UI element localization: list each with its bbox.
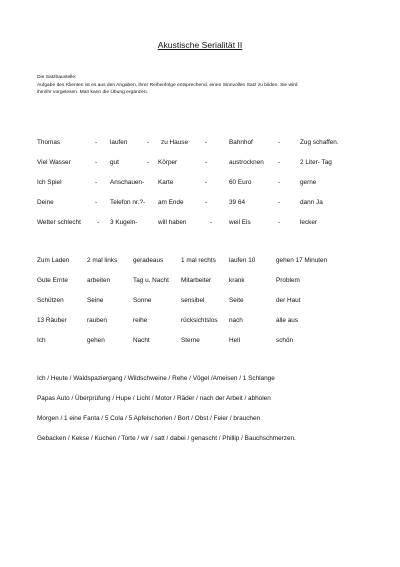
word: Sterne — [181, 337, 200, 344]
word: Gute Ernte — [37, 277, 68, 284]
slash-line: Morgen / 1 eine Fanta / 5 Cola / 5 Apfelschorlen / Bort / Obst / Feier / brauchen — [37, 415, 261, 422]
word: Ich — [37, 337, 46, 344]
word: Karte — [158, 179, 174, 186]
separator: - — [205, 159, 208, 166]
word: krank — [229, 277, 245, 284]
separator: - — [95, 199, 98, 206]
word: 1 mal rechts — [181, 257, 216, 264]
separator: - — [278, 199, 281, 206]
word: gehen 17 Minuten — [276, 257, 328, 264]
document-title: Akustische Serialität II — [157, 40, 243, 50]
word: Nacht — [133, 337, 150, 344]
word: Problem — [276, 277, 300, 284]
word: 2 mal links — [87, 257, 118, 264]
word: Sonne — [133, 297, 152, 304]
word: schön — [276, 337, 294, 344]
slash-line: Papas Auto / Überprüfung / Hupe / Licht / Motor / Räder / nach der Arbeit / abholen — [37, 395, 271, 402]
word: Telefon nr.?- — [110, 199, 146, 206]
word: dann Ja — [300, 199, 323, 206]
separator: - — [278, 219, 281, 226]
word: am Ende — [158, 199, 184, 206]
separator: - — [95, 179, 98, 186]
word: Deine — [37, 199, 54, 206]
word: Körper — [158, 159, 178, 166]
instructions-line: Die Satzbaustelle: — [37, 75, 77, 80]
separator: - — [278, 139, 281, 146]
word: 39 64 — [229, 199, 245, 206]
word: Zum Laden — [37, 257, 70, 264]
word: Hell — [229, 337, 241, 344]
word: reihe — [133, 317, 148, 324]
word: Seine — [87, 297, 104, 304]
word: weil Eis — [229, 219, 251, 226]
word: Tag u. Nacht — [133, 277, 169, 284]
word: Bahnhof — [229, 139, 253, 146]
separator: - — [278, 159, 281, 166]
separator: - — [205, 179, 208, 186]
slash-line: Gebacken / Kekse / Kuchen / Torte / wir / satt / dabei / genascht / Phillip / Bauchschmerzen. — [37, 435, 296, 442]
word: austrocknen — [229, 159, 264, 166]
word: Wetter schlecht — [37, 219, 81, 226]
separator: - — [210, 219, 213, 226]
word: gehen — [87, 337, 105, 344]
separator: - — [205, 199, 208, 206]
word: laufen — [110, 139, 128, 146]
word: rauben — [87, 317, 107, 324]
word: alle aus — [276, 317, 299, 324]
separator: - — [205, 139, 208, 146]
word: rücksichtslos — [181, 317, 218, 324]
word: Thomas — [37, 139, 61, 146]
word: laufen 10 — [229, 257, 256, 264]
word: Ich Spiel — [37, 179, 62, 186]
word: lecker — [300, 219, 318, 226]
separator: - — [147, 159, 150, 166]
separator: - — [278, 179, 281, 186]
word: will haben — [158, 219, 187, 226]
word: nach — [229, 317, 243, 324]
word: sensibel — [181, 297, 205, 304]
word: 2 Liter- Tag — [300, 159, 332, 166]
instructions-line: ihm/ihr vorgelesen. Man kann die Übung ergänzen. — [37, 90, 148, 96]
word: Zug schaffen. — [300, 139, 339, 146]
separator: - — [147, 139, 150, 146]
instructions — [37, 74, 367, 98]
word: der Haut — [276, 297, 301, 304]
word: 60 Euro — [229, 179, 252, 186]
word: zu Hause — [161, 139, 188, 146]
word: arbeiten — [87, 277, 111, 284]
word: geradeaus — [133, 257, 164, 264]
word: Schützen — [37, 297, 64, 304]
word: gut — [110, 159, 119, 166]
separator: - — [95, 159, 98, 166]
word: Seite — [229, 297, 244, 304]
word: Mitarbeiter — [181, 277, 212, 284]
word: 13 Räuber — [37, 317, 67, 324]
instructions-line: Aufgabe des Klienten ist es aus den Angaben, ihrer Reihenfolge entsprechend, einen Sinnvollen Satz zu bilden. Sie wird — [37, 83, 298, 89]
separator: - — [95, 139, 98, 146]
word: Viel Wasser — [37, 159, 71, 166]
slash-line: Ich / Heute / Waldspaziergang / Wildschweine / Rehe / Vögel /Ameisen / 1 Schlange — [37, 375, 275, 382]
separator: - — [97, 219, 100, 226]
word: gerne — [300, 179, 317, 186]
word: Anschauen- — [110, 179, 145, 186]
word: 3 Kugeln- — [110, 219, 138, 226]
